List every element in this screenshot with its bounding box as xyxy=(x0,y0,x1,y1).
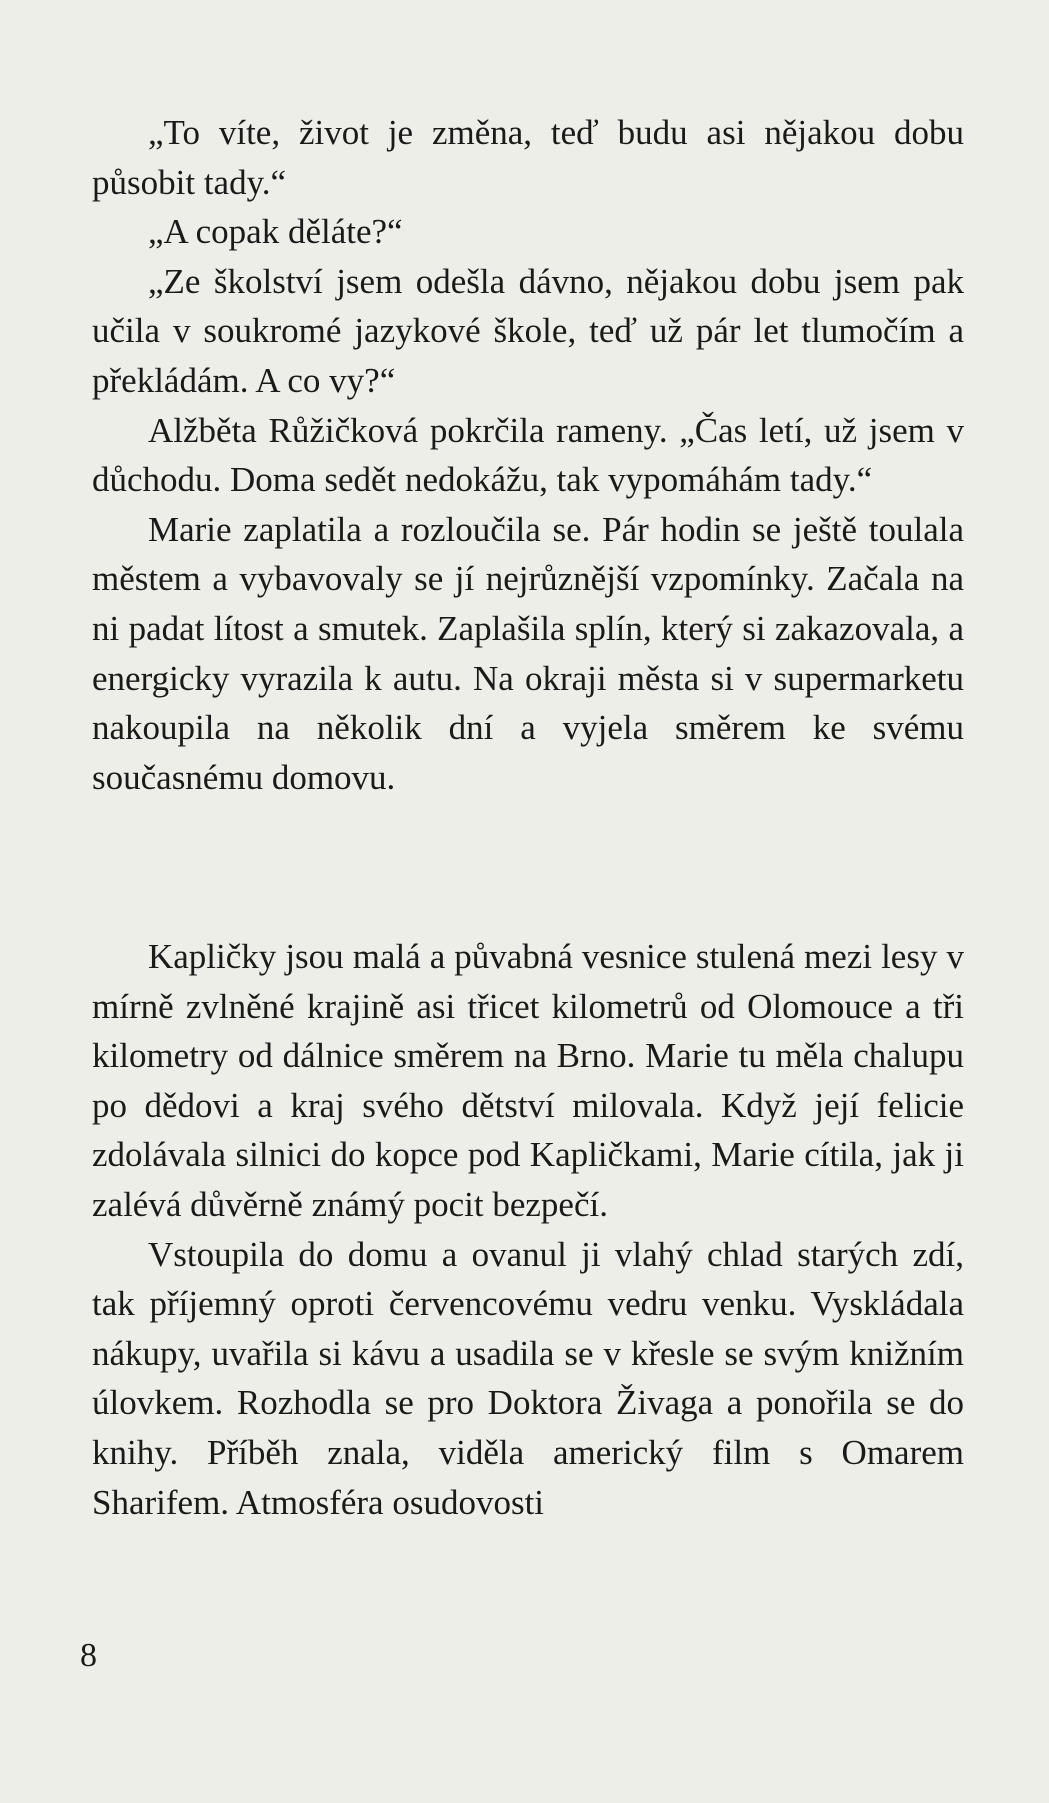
paragraph: Kapličky jsou malá a půvabná vesnice stulená mezi lesy v mírně zvlněné krajině asi třicet kilometrů od Olomouce a tři kilometry od dálnice směrem na Brno. Marie tu měla chalupu po dědovi a kraj svého dětství milovala. Když její felicie zdolávala silnici do kopce pod Kapličkami, Marie cítila, jak ji zalévá důvěrně známý pocit bezpečí. xyxy=(92,937,964,1224)
paragraph: Alžběta Růžičková pokrčila rameny. „Čas letí, už jsem v důchodu. Doma sedět nedokážu, tak vypomáhám tady.“ xyxy=(92,410,964,500)
paragraph: Marie zaplatila a rozloučila se. Pár hodin se ještě toulala městem a vybavovaly se jí nejrůznější vzpomínky. Začala na ni padat lítost a smutek. Zaplašila splín, který si zakazovala, a energicky vyrazila k autu. Na okraji města si v supermarketu nakoupila na několik dní a vyjela směrem ke svému současnému domovu. xyxy=(92,509,964,797)
paragraph: „Ze školství jsem odešla dávno, nějakou dobu jsem pak učila v soukromé jazykové škole, teď už pár let tlumočím a překládám. A co vy?“ xyxy=(92,261,964,400)
text-section-2 xyxy=(92,932,964,1527)
paragraph: „To víte, život je změna, teď budu asi nějakou dobu působit tady.“ xyxy=(92,113,964,202)
paragraph: „A copak děláte?“ xyxy=(148,212,403,252)
page-number: 8 xyxy=(80,1637,97,1674)
text-section-1 xyxy=(92,108,964,802)
paragraph: Vstoupila do domu a ovanul ji vlahý chlad starých zdí, tak příjemný oproti červencovému vedru venku. Vyskládala nákupy, uvařila si kávu a usadila se v křesle se svým knižním úlovkem. Rozhodla se pro Doktora Živaga a ponořila se do knihy. Příběh znala, viděla americký film s Omarem Sharifem. Atmosféra osudovosti xyxy=(92,1234,964,1522)
